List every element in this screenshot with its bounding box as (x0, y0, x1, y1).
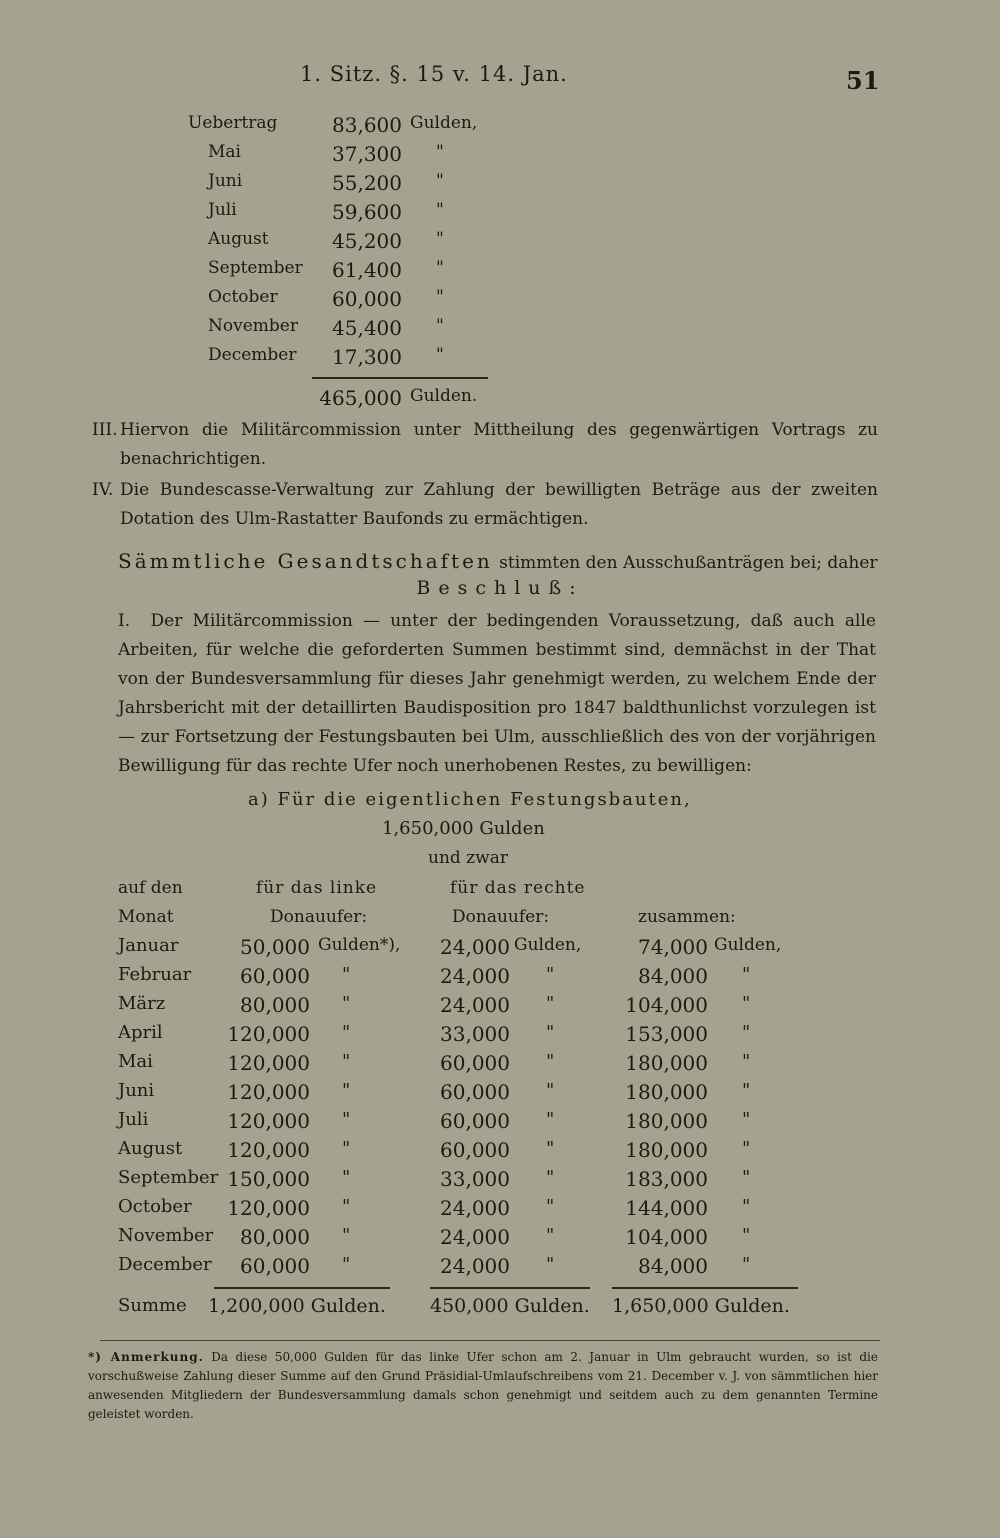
left-bank-value: 60,000 (240, 1254, 310, 1278)
table-row (0, 1196, 1000, 1224)
footnote-rule (100, 1340, 880, 1341)
amount-value: 83,600 (332, 113, 402, 137)
ditto-mark: " (436, 258, 444, 278)
table-row (0, 1225, 1000, 1253)
amount-value: 17,300 (332, 345, 402, 369)
ditto-mark: " (742, 1051, 751, 1072)
month-label: Uebertrag (188, 113, 278, 133)
ditto-mark: " (546, 1080, 555, 1101)
table-row (0, 1080, 1000, 1108)
table-total-row (0, 386, 1000, 414)
ditto-mark: " (742, 993, 751, 1014)
ditto-mark: " (342, 1080, 351, 1101)
month-label: October (118, 1196, 192, 1217)
ditto-mark: " (546, 1196, 555, 1217)
beschluss-heading (0, 577, 1000, 607)
ditto-mark: " (436, 345, 444, 365)
sum-total: 1,650,000 Gulden. (612, 1295, 790, 1317)
sum-left-bank: 1,200,000 Gulden. (208, 1295, 386, 1317)
col-left-header: Donauufer: (270, 907, 368, 927)
table-row (0, 229, 1000, 257)
ditto-mark: " (546, 1022, 555, 1043)
table2-amount: 1,650,000 Gulden (382, 818, 545, 839)
ditto-mark: " (742, 1196, 751, 1217)
footnote-text: Da diese 50,000 Gulden für das linke Ufer schon am 2. Januar in Ulm gebraucht wurden, so ist die vorschußweise Zahlung dieser Summe auf den Grund Präsidial-Umlaufschreibens vom 21. December v. J. von sämmtlichen hier anwesenden Mitgliedern der Bundesversammlung damals schon genehmigt und seitdem auch zu dem genannten Termine geleistet worden. (88, 1350, 878, 1421)
left-bank-value: 120,000 (227, 1051, 310, 1075)
footnote-marker: *) Anmerkung. (88, 1350, 204, 1364)
ditto-mark: " (342, 1051, 351, 1072)
ditto-mark: " (742, 1138, 751, 1159)
ditto-mark: " (546, 1254, 555, 1275)
total-value: 180,000 (625, 1080, 708, 1104)
left-bank-value: 150,000 (227, 1167, 310, 1191)
month-label: Juni (118, 1080, 155, 1101)
ditto-mark: " (742, 1225, 751, 1246)
ditto-mark: " (436, 316, 444, 336)
ditto-mark: " (342, 1167, 351, 1188)
total-value: 104,000 (625, 993, 708, 1017)
left-bank-value: 60,000 (240, 964, 310, 988)
col-left-header: für das linke (256, 878, 378, 898)
total-value: 104,000 (625, 1225, 708, 1249)
table-row (0, 1254, 1000, 1282)
table-row (0, 993, 1000, 1021)
right-bank-value: 60,000 (440, 1138, 510, 1162)
resolution-item-i (118, 607, 878, 782)
col-total-header: zusammen: (638, 907, 736, 927)
table-row (0, 316, 1000, 344)
right-bank-value: 60,000 (440, 1051, 510, 1075)
total-value: 180,000 (625, 1051, 708, 1075)
month-label: November (118, 1225, 214, 1246)
page-number: 51 (846, 66, 880, 95)
item-label: IV. (92, 480, 114, 500)
col-month-header: auf den (118, 878, 183, 898)
right-bank-value: 24,000 (440, 1196, 510, 1220)
table-row (0, 1022, 1000, 1050)
month-label: August (118, 1138, 183, 1159)
right-bank-value: 24,000 (440, 993, 510, 1017)
amount-value: 59,600 (332, 200, 402, 224)
footnote (88, 1348, 878, 1424)
table-row (0, 1109, 1000, 1137)
ditto-mark: " (742, 964, 751, 985)
total-value: 153,000 (625, 1022, 708, 1046)
total-value: 465,000 (319, 386, 402, 410)
table-row (0, 1051, 1000, 1079)
month-label: Mai (118, 1051, 153, 1072)
left-bank-unit: Gulden*), (318, 935, 401, 955)
month-label: April (118, 1022, 163, 1043)
amount-value: 37,300 (332, 142, 402, 166)
month-label: Februar (118, 964, 192, 985)
table-row (0, 258, 1000, 286)
sum-label: Summe (118, 1295, 187, 1316)
table-row (0, 287, 1000, 315)
table2-und-zwar: und zwar (428, 848, 508, 868)
month-label: August (208, 229, 269, 249)
item-text: Hiervon die Militärcommission unter Mittheilung des gegenwärtigen Vortrags zu benachrichtigen. (120, 420, 878, 469)
table-row (0, 345, 1000, 373)
total-value: 144,000 (625, 1196, 708, 1220)
ditto-mark: " (436, 171, 444, 191)
left-bank-value: 50,000 (240, 935, 310, 959)
month-label: November (208, 316, 298, 336)
ditto-mark: " (546, 1109, 555, 1130)
month-label: Juni (208, 171, 243, 191)
ditto-mark: " (546, 993, 555, 1014)
item-text: Die Bundescasse-Verwaltung zur Zahlung der bewilligten Beträge aus der zweiten Dotation des Ulm-Rastatter Baufonds zu ermächtigen. (120, 480, 878, 529)
total-value: 74,000 (638, 935, 708, 959)
ditto-mark: " (546, 964, 555, 985)
left-bank-value: 80,000 (240, 1225, 310, 1249)
month-label: Januar (118, 935, 179, 956)
item-iv (92, 476, 880, 536)
month-label: December (208, 345, 297, 365)
running-title: 1. Sitz. §. 15 v. 14. Jan. (300, 62, 568, 86)
table-row (0, 142, 1000, 170)
month-label: Juli (118, 1109, 149, 1130)
ditto-mark: " (742, 1080, 751, 1101)
ditto-mark: " (742, 1109, 751, 1130)
table-row (0, 200, 1000, 228)
ditto-mark: " (342, 1196, 351, 1217)
ditto-mark: " (342, 993, 351, 1014)
total-value: 183,000 (625, 1167, 708, 1191)
amount-value: 61,400 (332, 258, 402, 282)
table-sum-row (0, 1295, 1000, 1323)
table-row (0, 113, 1000, 141)
left-bank-value: 120,000 (227, 1109, 310, 1133)
month-label: October (208, 287, 278, 307)
month-label: Mai (208, 142, 241, 162)
ditto-mark: " (342, 964, 351, 985)
col-month-header: Monat (118, 907, 174, 927)
amount-value: 45,200 (332, 229, 402, 253)
right-bank-value: 24,000 (440, 935, 510, 959)
ditto-mark: " (342, 1138, 351, 1159)
right-bank-value: 60,000 (440, 1080, 510, 1104)
right-bank-value: 24,000 (440, 1254, 510, 1278)
left-bank-value: 120,000 (227, 1138, 310, 1162)
total-value: 180,000 (625, 1109, 708, 1133)
amount-value: 45,400 (332, 316, 402, 340)
col-right-header: Donauufer: (452, 907, 550, 927)
right-bank-value: 24,000 (440, 964, 510, 988)
left-bank-value: 80,000 (240, 993, 310, 1017)
total-value: 84,000 (638, 1254, 708, 1278)
month-label: December (118, 1254, 212, 1275)
ditto-mark: " (342, 1109, 351, 1130)
table-row (0, 1138, 1000, 1166)
sum-right-bank: 450,000 Gulden. (430, 1295, 590, 1317)
item-text (118, 607, 876, 781)
month-label: Juli (208, 200, 237, 220)
sum-rule (214, 1287, 390, 1289)
ditto-mark: " (436, 200, 444, 220)
month-label: September (208, 258, 303, 278)
table-row (0, 171, 1000, 199)
right-bank-value: 33,000 (440, 1022, 510, 1046)
table-row (0, 964, 1000, 992)
ditto-mark: " (546, 1138, 555, 1159)
month-label: September (118, 1167, 219, 1188)
right-bank-value: 24,000 (440, 1225, 510, 1249)
table-row (0, 1167, 1000, 1195)
ditto-mark: " (546, 1167, 555, 1188)
resolution-heading (118, 549, 878, 579)
table-header-row (0, 878, 1000, 906)
table-header-row (0, 907, 1000, 935)
unit-label: Gulden, (410, 113, 478, 133)
total-value: 180,000 (625, 1138, 708, 1162)
right-bank-unit: Gulden, (514, 935, 582, 955)
ditto-mark: " (436, 287, 444, 307)
amount-value: 60,000 (332, 287, 402, 311)
item-label: I. (118, 611, 131, 631)
sum-rule (430, 1287, 590, 1289)
left-bank-value: 120,000 (227, 1080, 310, 1104)
ditto-mark: " (436, 142, 444, 162)
left-bank-value: 120,000 (227, 1196, 310, 1220)
total-unit: Gulden. (410, 386, 478, 406)
month-label: März (118, 993, 166, 1014)
heading-spaced: Sämmtliche Gesandtschaften (118, 549, 493, 573)
sum-rule (612, 1287, 798, 1289)
item-body: Der Militärcommission — unter der bedingenden Voraussetzung, daß auch alle Arbeiten, für welche die geforderten Summen bestimmt sind, demnächst in der That von der Bundesversammlung für dieses Jahr genehmigt werden, zu welchem Ende der Jahrsbericht mit der detaillirten Baudisposition pro 1847 baldthunlichst vorzulegen ist — zur Fortsetzung der Festungsbauten bei Ulm, ausschließlich des von der vorjährigen Bewilligung für das rechte Ufer noch unerhobenen Restes, zu bewilligen: (118, 611, 876, 776)
ditto-mark: " (546, 1051, 555, 1072)
col-right-header: für das rechte (450, 878, 586, 898)
item-iii (92, 416, 880, 476)
sum-rule (312, 377, 488, 379)
ditto-mark: " (742, 1167, 751, 1188)
ditto-mark: " (342, 1022, 351, 1043)
table2-caption: a) Für die eigentlichen Festungsbauten, (248, 789, 692, 810)
amount-value: 55,200 (332, 171, 402, 195)
total-value: 84,000 (638, 964, 708, 988)
table-row (0, 935, 1000, 963)
ditto-mark: " (342, 1225, 351, 1246)
page-header (0, 62, 1000, 96)
total-unit: Gulden, (714, 935, 782, 955)
beschluss-text: Beschluß: (416, 577, 584, 599)
item-label: III. (92, 420, 118, 440)
ditto-mark: " (546, 1225, 555, 1246)
ditto-mark: " (436, 229, 444, 249)
ditto-mark: " (342, 1254, 351, 1275)
ditto-mark: " (742, 1022, 751, 1043)
heading-rest: stimmten den Ausschußanträgen bei; daher (499, 553, 878, 573)
ditto-mark: " (742, 1254, 751, 1275)
right-bank-value: 60,000 (440, 1109, 510, 1133)
right-bank-value: 33,000 (440, 1167, 510, 1191)
left-bank-value: 120,000 (227, 1022, 310, 1046)
